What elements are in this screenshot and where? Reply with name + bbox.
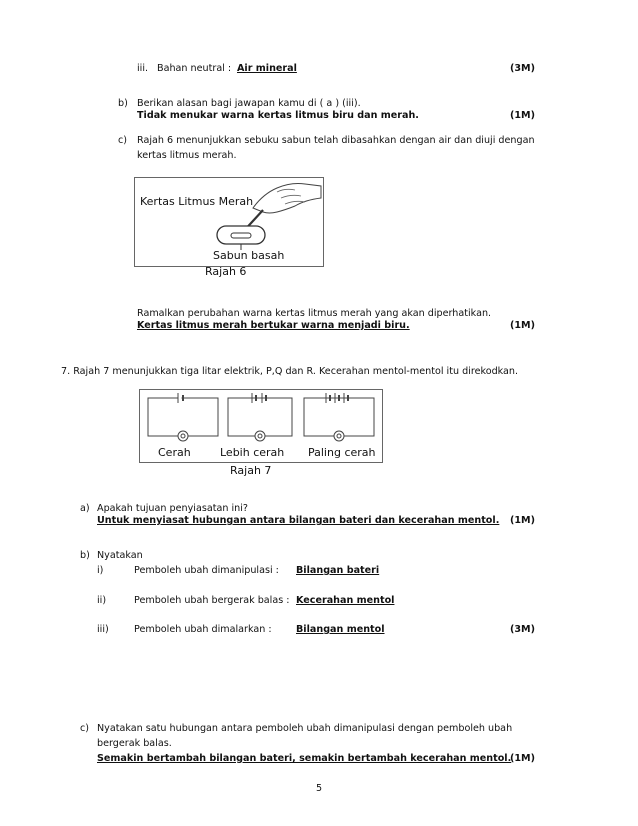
- question-text: Ramalkan perubahan warna kertas litmus merah yang akan diperhatikan.: [137, 308, 492, 319]
- item-letter: c): [80, 723, 90, 734]
- answer-text: Semakin bertambah bilangan bateri, semakin bertambah kecerahan mentol.: [97, 753, 512, 764]
- circuit-r: [304, 393, 374, 441]
- question-text: Nyatakan: [97, 550, 143, 561]
- figure-caption: Rajah 7: [230, 464, 272, 477]
- marks-label: (1M): [510, 320, 535, 331]
- figure-rajah-7: [139, 389, 383, 463]
- question-intro: 7. Rajah 7 menunjukkan tiga litar elektrik, P,Q dan R. Kecerahan mentol-mentol itu direkodkan.: [61, 366, 519, 377]
- figure-caption: Rajah 6: [205, 265, 247, 278]
- item-letter: c): [118, 135, 128, 146]
- item-number: i): [97, 565, 104, 576]
- circuit-label-q: Lebih cerah: [220, 446, 285, 459]
- answer-text: Tidak menukar warna kertas litmus biru dan merah.: [137, 110, 419, 121]
- answer-text: Untuk menyiasat hubungan antara bilangan bateri dan kecerahan mentol.: [97, 515, 500, 526]
- figure-label-soap: Sabun basah: [213, 249, 285, 262]
- item-number: iii): [97, 624, 109, 635]
- question-text: kertas litmus merah.: [137, 150, 237, 161]
- figure-label-paper: Kertas Litmus Merah: [140, 195, 254, 208]
- answer-text: Bilangan mentol: [296, 624, 385, 635]
- marks-label: (1M): [510, 753, 535, 764]
- marks-label: (1M): [510, 110, 535, 121]
- circuit-label-r: Paling cerah: [308, 446, 376, 459]
- answer-text: Air mineral: [237, 63, 297, 74]
- page-number: 5: [316, 783, 323, 794]
- item-number: ii): [97, 595, 107, 606]
- question-text: Nyatakan satu hubungan antara pemboleh ubah dimanipulasi dengan pemboleh ubah: [97, 723, 513, 734]
- question-text: Rajah 6 menunjukkan sebuku sabun telah dibasahkan dengan air dan diuji dengan: [137, 135, 535, 146]
- item-letter: b): [118, 98, 128, 109]
- question-text: bergerak balas.: [97, 738, 172, 749]
- marks-label: (1M): [510, 515, 535, 526]
- item-letter: a): [80, 503, 90, 514]
- circuit-label-p: Cerah: [158, 446, 191, 459]
- figure-rajah-6: [134, 177, 324, 267]
- circuit-p: [148, 393, 218, 441]
- question-text: Apakah tujuan penyiasatan ini?: [97, 503, 248, 514]
- marks-label: (3M): [510, 63, 535, 74]
- question-label: Bahan neutral :: [157, 63, 232, 74]
- variable-label: Pemboleh ubah bergerak balas :: [134, 595, 290, 606]
- answer-text: Bilangan bateri: [296, 565, 380, 576]
- item-letter: b): [80, 550, 90, 561]
- variable-label: Pemboleh ubah dimalarkan :: [134, 624, 272, 635]
- variable-label: Pemboleh ubah dimanipulasi :: [134, 565, 279, 576]
- question-text: Berikan alasan bagi jawapan kamu di ( a ) (iii).: [137, 98, 361, 109]
- marks-label: (3M): [510, 624, 535, 635]
- circuit-q: [228, 393, 292, 441]
- item-number: iii.: [137, 63, 149, 74]
- answer-text: Kertas litmus merah bertukar warna menjadi biru.: [137, 320, 410, 331]
- answer-text: Kecerahan mentol: [296, 595, 395, 606]
